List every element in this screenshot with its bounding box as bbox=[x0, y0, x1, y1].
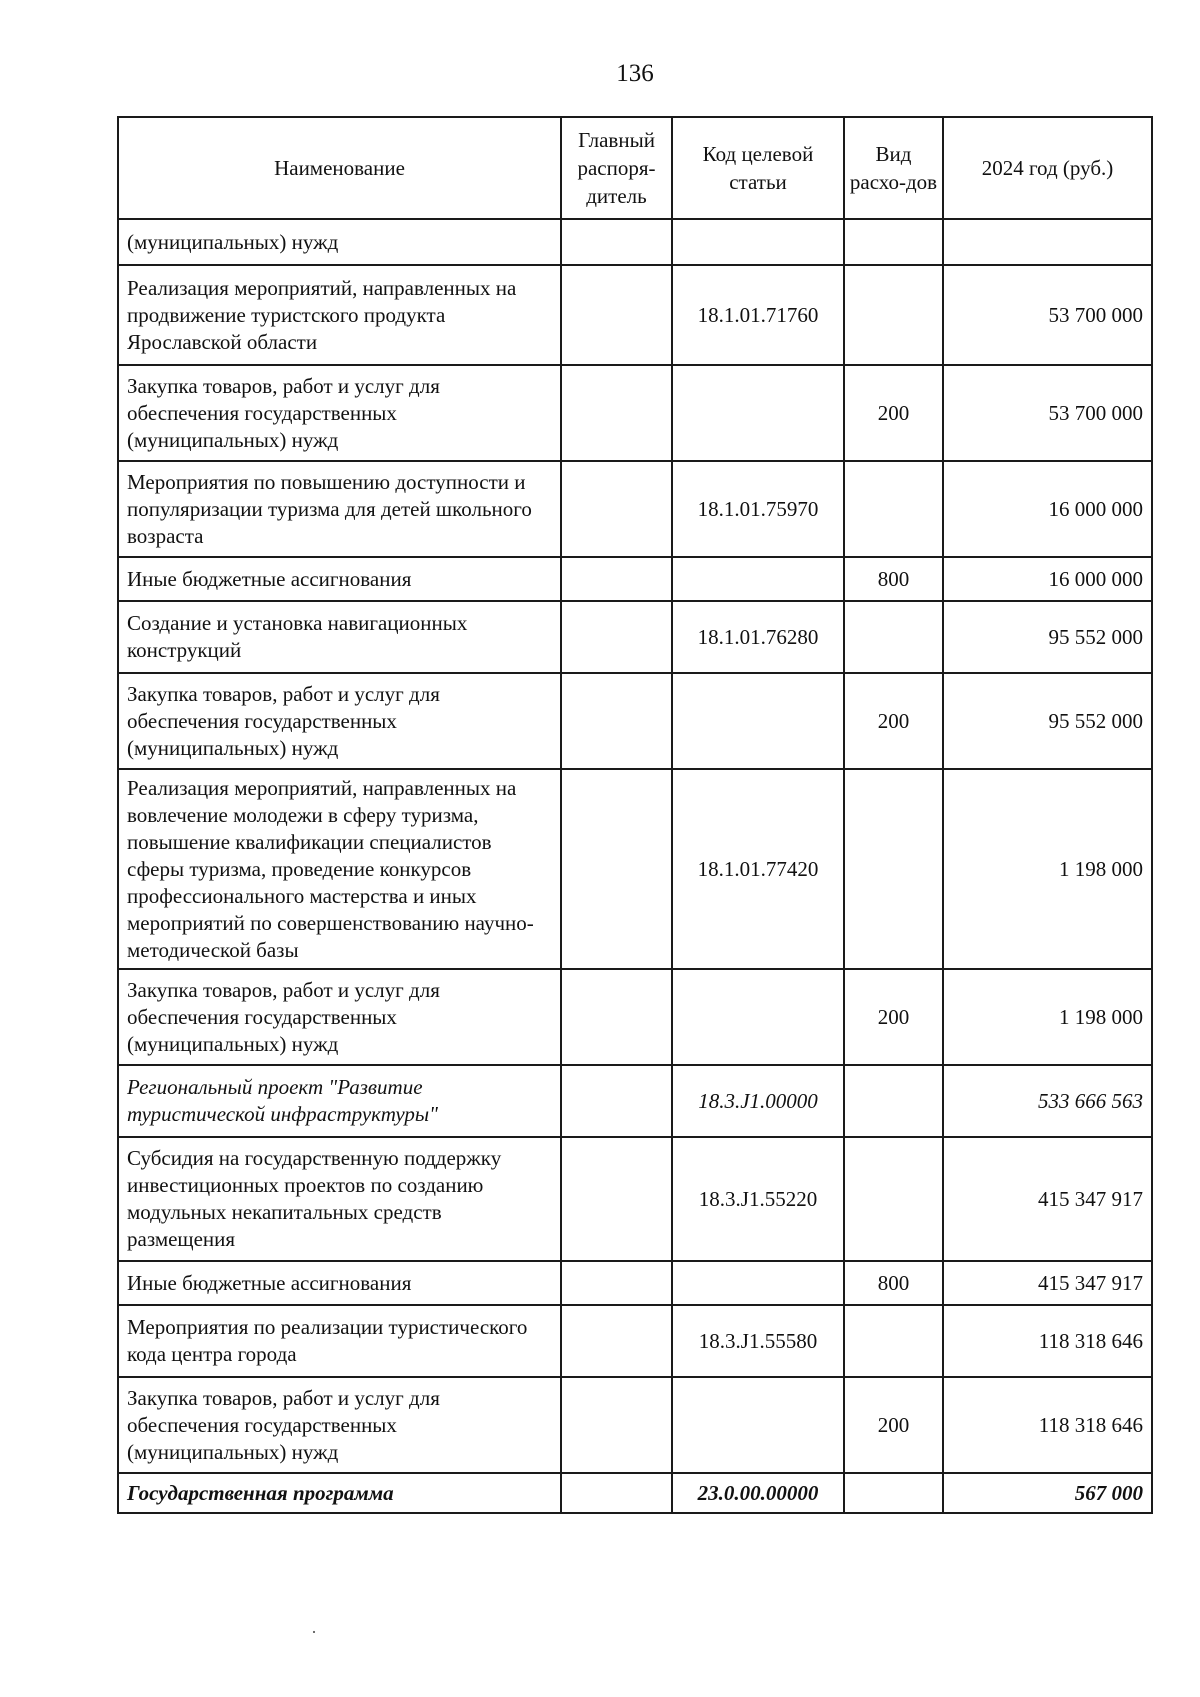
table-row bbox=[118, 461, 1152, 557]
page-number: 136 bbox=[616, 60, 654, 87]
table-row bbox=[118, 1305, 1152, 1377]
table-row bbox=[118, 601, 1152, 673]
table-row bbox=[118, 769, 1152, 969]
header-kind: Вид расхо-дов bbox=[844, 117, 943, 219]
cell-amount: 533 666 563 bbox=[943, 1065, 1152, 1137]
cell-code bbox=[672, 1261, 844, 1305]
cell-amount: 1 198 000 bbox=[943, 969, 1152, 1065]
cell-code: 18.1.01.77420 bbox=[672, 769, 844, 969]
cell-kind bbox=[844, 1137, 943, 1261]
cell-code: 18.3.J1.55580 bbox=[672, 1305, 844, 1377]
cell-manager bbox=[561, 365, 672, 461]
header-name: Наименование bbox=[118, 117, 561, 219]
cell-kind bbox=[844, 265, 943, 365]
cell-amount: 118 318 646 bbox=[943, 1305, 1152, 1377]
cell-name: Мероприятия по реализации туристического кода центра города bbox=[118, 1305, 561, 1377]
cell-code bbox=[672, 365, 844, 461]
table-row bbox=[118, 1377, 1152, 1473]
cell-name: Иные бюджетные ассигнования bbox=[118, 557, 561, 601]
cell-code: 18.1.01.75970 bbox=[672, 461, 844, 557]
cell-name: (муниципальных) нужд bbox=[118, 219, 561, 265]
table-row bbox=[118, 219, 1152, 265]
cell-amount: 95 552 000 bbox=[943, 673, 1152, 769]
cell-kind bbox=[844, 1305, 943, 1377]
cell-manager bbox=[561, 769, 672, 969]
cell-name: Реализация мероприятий, направленных на вовлечение молодежи в сферу туризма, повышение квалификации специалистов сферы туризма, проведение конкурсов профессионального мастерства и иных мероприятий по совершенствованию научно-методической базы bbox=[118, 769, 561, 969]
cell-name: Реализация мероприятий, направленных на продвижение туристского продукта Ярославской области bbox=[118, 265, 561, 365]
table-row bbox=[118, 1137, 1152, 1261]
table-row bbox=[118, 365, 1152, 461]
cell-kind: 200 bbox=[844, 1377, 943, 1473]
table-row bbox=[118, 557, 1152, 601]
table-row bbox=[118, 673, 1152, 769]
cell-code bbox=[672, 673, 844, 769]
cell-name: Иные бюджетные ассигнования bbox=[118, 1261, 561, 1305]
cell-code bbox=[672, 557, 844, 601]
cell-amount: 16 000 000 bbox=[943, 461, 1152, 557]
cell-amount: 16 000 000 bbox=[943, 557, 1152, 601]
cell-manager bbox=[561, 1137, 672, 1261]
table-row bbox=[118, 969, 1152, 1065]
cell-kind bbox=[844, 769, 943, 969]
cell-manager bbox=[561, 673, 672, 769]
cell-manager bbox=[561, 265, 672, 365]
cell-name: Субсидия на государственную поддержку инвестиционных проектов по созданию модульных некапитальных средств размещения bbox=[118, 1137, 561, 1261]
header-amount: 2024 год (руб.) bbox=[943, 117, 1152, 219]
cell-amount: 415 347 917 bbox=[943, 1137, 1152, 1261]
cell-kind: 200 bbox=[844, 365, 943, 461]
cell-kind bbox=[844, 601, 943, 673]
cell-amount: 415 347 917 bbox=[943, 1261, 1152, 1305]
cell-kind: 200 bbox=[844, 969, 943, 1065]
cell-manager bbox=[561, 461, 672, 557]
cell-manager bbox=[561, 601, 672, 673]
scan-artifact-dot: · bbox=[311, 1622, 317, 1642]
cell-code: 18.3.J1.00000 bbox=[672, 1065, 844, 1137]
cell-code: 18.1.01.71760 bbox=[672, 265, 844, 365]
cell-code bbox=[672, 969, 844, 1065]
cell-manager bbox=[561, 557, 672, 601]
table-row bbox=[118, 1065, 1152, 1137]
cell-amount: 53 700 000 bbox=[943, 265, 1152, 365]
cell-amount: 118 318 646 bbox=[943, 1377, 1152, 1473]
cell-name: Государственная программа bbox=[118, 1473, 561, 1513]
cell-code bbox=[672, 219, 844, 265]
cell-code: 23.0.00.00000 bbox=[672, 1473, 844, 1513]
cell-name: Мероприятия по повышению доступности и популяризации туризма для детей школьного возраста bbox=[118, 461, 561, 557]
table-header-row bbox=[118, 117, 1152, 219]
cell-manager bbox=[561, 1261, 672, 1305]
header-code: Код целевой статьи bbox=[672, 117, 844, 219]
cell-kind bbox=[844, 1065, 943, 1137]
cell-kind bbox=[844, 1473, 943, 1513]
table-row bbox=[118, 1261, 1152, 1305]
cell-kind bbox=[844, 461, 943, 557]
cell-manager bbox=[561, 1377, 672, 1473]
budget-table bbox=[117, 116, 1153, 1514]
cell-manager bbox=[561, 1305, 672, 1377]
header-manager: Главный распоря-дитель bbox=[561, 117, 672, 219]
cell-manager bbox=[561, 219, 672, 265]
cell-name: Закупка товаров, работ и услуг для обеспечения государственных (муниципальных) нужд bbox=[118, 365, 561, 461]
cell-name: Закупка товаров, работ и услуг для обеспечения государственных (муниципальных) нужд bbox=[118, 969, 561, 1065]
cell-kind bbox=[844, 219, 943, 265]
cell-name: Региональный проект "Развитие туристической инфраструктуры" bbox=[118, 1065, 561, 1137]
cell-name: Закупка товаров, работ и услуг для обеспечения государственных (муниципальных) нужд bbox=[118, 1377, 561, 1473]
cell-name: Создание и установка навигационных конструкций bbox=[118, 601, 561, 673]
cell-kind: 800 bbox=[844, 557, 943, 601]
cell-manager bbox=[561, 1473, 672, 1513]
cell-kind: 800 bbox=[844, 1261, 943, 1305]
cell-code bbox=[672, 1377, 844, 1473]
cell-manager bbox=[561, 969, 672, 1065]
cell-amount bbox=[943, 219, 1152, 265]
cell-amount: 95 552 000 bbox=[943, 601, 1152, 673]
cell-name: Закупка товаров, работ и услуг для обеспечения государственных (муниципальных) нужд bbox=[118, 673, 561, 769]
table-body bbox=[118, 219, 1152, 1513]
table-row bbox=[118, 265, 1152, 365]
cell-manager bbox=[561, 1065, 672, 1137]
cell-amount: 1 198 000 bbox=[943, 769, 1152, 969]
cell-code: 18.1.01.76280 bbox=[672, 601, 844, 673]
cell-amount: 53 700 000 bbox=[943, 365, 1152, 461]
cell-code: 18.3.J1.55220 bbox=[672, 1137, 844, 1261]
cell-kind: 200 bbox=[844, 673, 943, 769]
cell-amount: 567 000 bbox=[943, 1473, 1152, 1513]
table-row bbox=[118, 1473, 1152, 1513]
